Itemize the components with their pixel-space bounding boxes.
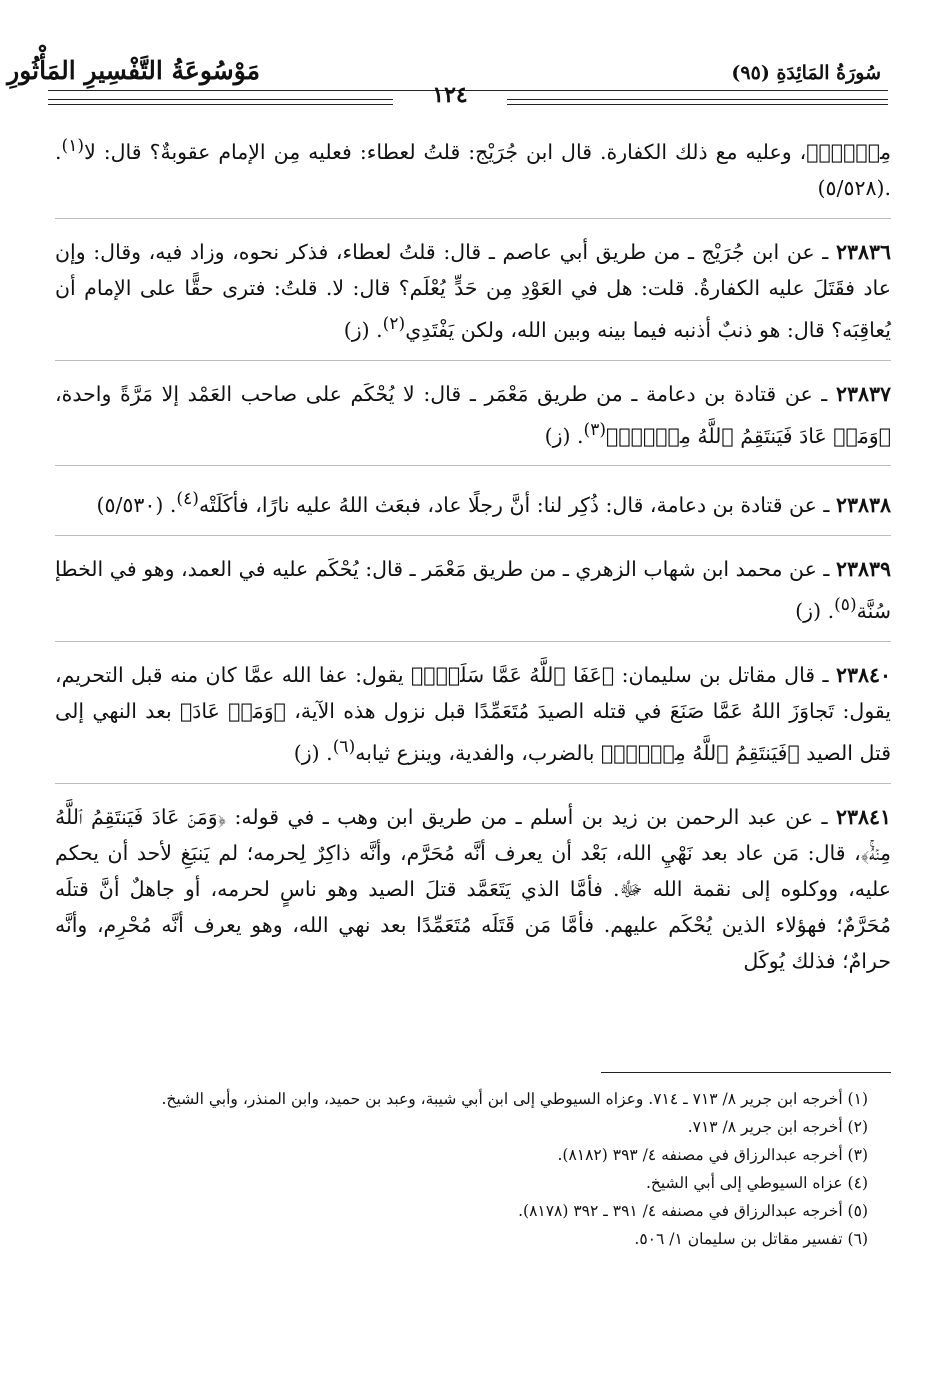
page-number-rule-left-2 <box>48 104 393 105</box>
opening-text: مِنۡهُۚ﴾، وعليه مع ذلك الكفارة. قال ابن جُرَيْج: قلتُ لعطاء: فعليه مِن الإمام عقوبةٌ؟ قال: لا <box>84 139 891 164</box>
hadith-entry <box>55 551 891 642</box>
footnote: (١) أخرجه ابن جرير ٨/ ٧١٣ ـ ٧١٤. وعزاه السيوطي إلى ابن أبي شيبة، وعبد بن حميد، وابن المنذر، وأبي الشيخ. <box>161 1090 868 1108</box>
hadith-entry <box>55 481 891 536</box>
entry-tail: . (ز) <box>293 740 333 765</box>
page-number-rule-right-2 <box>507 104 888 105</box>
footnote: (٤) عزاه السيوطي إلى أبي الشيخ. <box>645 1174 868 1192</box>
entry-number: ٢٣٨٤١ <box>835 804 891 829</box>
hadith-entry <box>55 799 891 991</box>
entry-text: ـ عن قتادة بن دعامة، قال: ذُكِر لنا: أنَّ رجلًا عاد، فبعَث اللهُ عليه نارًا، فأكَلَتْه <box>198 493 836 518</box>
entry-number: ٢٣٨٣٩ <box>835 557 891 582</box>
entry-text: ـ عن عبد الرحمن بن زيد بن أسلم ـ من طريق ابن وهب ـ في قوله: ﴿وَمَنۡ عَادَ فَيَنتَقِمُ ٱللَّهُ مِنۡهُۚ﴾، قال: مَن عاد بعد نَهْيِ الله، بَعْد أن يعرف أنَّه مُحَرَّم، وأنَّه ذاكِرٌ لِحرمه؛ لم يَنبَغِ لأحد أن يحكم عليه، ووكلوه إلى نقمة الله ﷻ. فأمَّا الذي يَتَعَمَّد قتلَ الصيد وهو ناسٍ لحرمه، أو جاهلٌ أنَّ قتلَه مُحَرَّمٌ؛ فهؤلاء الذين يُحْكَم عليهم. فأمَّا مَن قَتَلَه مُتَعَمِّدًا بعد نهي الله، وهو يعرف أنَّه مُحْرِم، وأنَّه حرامٌ؛ فذلك يُوكَل <box>55 804 891 973</box>
entry-number: ٢٣٨٣٨ <box>835 493 891 518</box>
footnote-marker[interactable]: (١) <box>61 136 85 156</box>
footnote: (٦) تفسير مقاتل بن سليمان ١/ ٥٠٦. <box>634 1230 868 1248</box>
volume-reference: (٥/٥٢٨). <box>817 175 891 200</box>
entry-tail: . (ز) <box>544 423 584 448</box>
entry-number: ٢٣٨٣٦ <box>835 239 891 264</box>
hadith-entry <box>55 234 891 361</box>
footnote: (٥) أخرجه عبدالرزاق في مصنفه ٤/ ٣٩١ ـ ٣٩٢ (٨١٧٨). <box>518 1202 868 1220</box>
footnote: (٢) أخرجه ابن جرير ٨/ ٧١٣. <box>687 1118 868 1136</box>
footnote-marker[interactable]: (٣) <box>583 419 607 440</box>
entry-number: ٢٣٨٣٧ <box>835 381 891 406</box>
page-number-rule-left <box>48 99 393 100</box>
entry-text: ـ قال مقاتل بن سليمان: ﴿عَفَا ٱللَّهُ عَمَّا سَلَفَۚ﴾ يقول: عفا الله عمَّا كان منه قبل التحريم، يقول: تَجاوَزَ اللهُ عَمَّا صَنَعَ في قتله الصيدَ مُتَعَمِّدًا قبل نزول هذه الآية، ﴿وَمَنۡ عَادَ﴾ بعد النهي إلى قتل الصيد ﴿فَيَنتَقِمُ ٱللَّهُ مِنۡهُۚ﴾ بالضرب، والفدية، وينزع ثيابه <box>55 663 891 765</box>
entry-text: ـ عن محمد ابن شهاب الزهري ـ من طريق مَعْمَر ـ قال: يُحْكَم عليه في العمد، وهو في الخطإ سُنَّة <box>55 557 891 624</box>
book-title: مَوْسُوعَةُ التَّفْسِيرِ المَأْثُورِ <box>7 56 260 85</box>
page-number-rule-right <box>507 99 888 100</box>
entry-text: ـ عن ابن جُرَيْج ـ من طريق أبي عاصم ـ قال: قلتُ لعطاء، فذكر نحوه، وزاد فيه، وقال: وإن عاد فقَتَلَ عليه الكفارةُ. قلت: هل في العَوْدِ مِن حَدٍّ يُعْلَم؟ قال: لا. قلتُ: فترى حقًّا على الإمام أن يُعاقِبَه؟ قال: هو ذنبٌ أذنبه فيما بينه وبين الله، ولكن يَفْتَدِي <box>55 239 891 342</box>
surah-header: سُورَةُ المَائِدَةِ (٩٥) <box>731 62 881 84</box>
page-number: ١٢٤ <box>432 82 468 108</box>
footnotes <box>55 1085 868 1253</box>
footnote-marker[interactable]: (٥) <box>834 595 857 616</box>
footnote-marker[interactable]: (٤) <box>176 489 199 510</box>
entry-tail: . (ز) <box>795 599 835 624</box>
footnote-marker[interactable]: (٦) <box>332 737 356 758</box>
footnote: (٣) أخرجه عبدالرزاق في مصنفه ٤/ ٣٩٣ (٨١٨٢). <box>557 1146 868 1164</box>
entry-text: ـ عن قتادة بن دعامة ـ من طريق مَعْمَر ـ قال: لا يُحْكَم على صاحب العَمْد إلا مَرَّةً واحدة، ﴿وَمَنۡ عَادَ فَيَنتَقِمُ ٱللَّهُ مِنۡهُۚ﴾ <box>55 381 891 448</box>
footnote-separator <box>601 1072 891 1073</box>
hadith-entry <box>55 657 891 784</box>
main-text <box>55 128 891 1006</box>
hadith-entry <box>55 376 891 467</box>
opening-paragraph: مِنۡهُۚ﴾، وعليه مع ذلك الكفارة. قال ابن جُرَيْج: قلتُ لعطاء: فعليه مِن الإمام عقوبةٌ؟ قال: لا$^{(١)}$. (٥/٥٢٨). <box>55 128 891 219</box>
entry-tail: . (ز) <box>343 317 383 342</box>
footnote-marker[interactable]: (٢) <box>382 313 406 334</box>
entry-number: ٢٣٨٤٠ <box>835 663 891 688</box>
entry-tail: . (٥/٥٣٠) <box>96 493 177 518</box>
